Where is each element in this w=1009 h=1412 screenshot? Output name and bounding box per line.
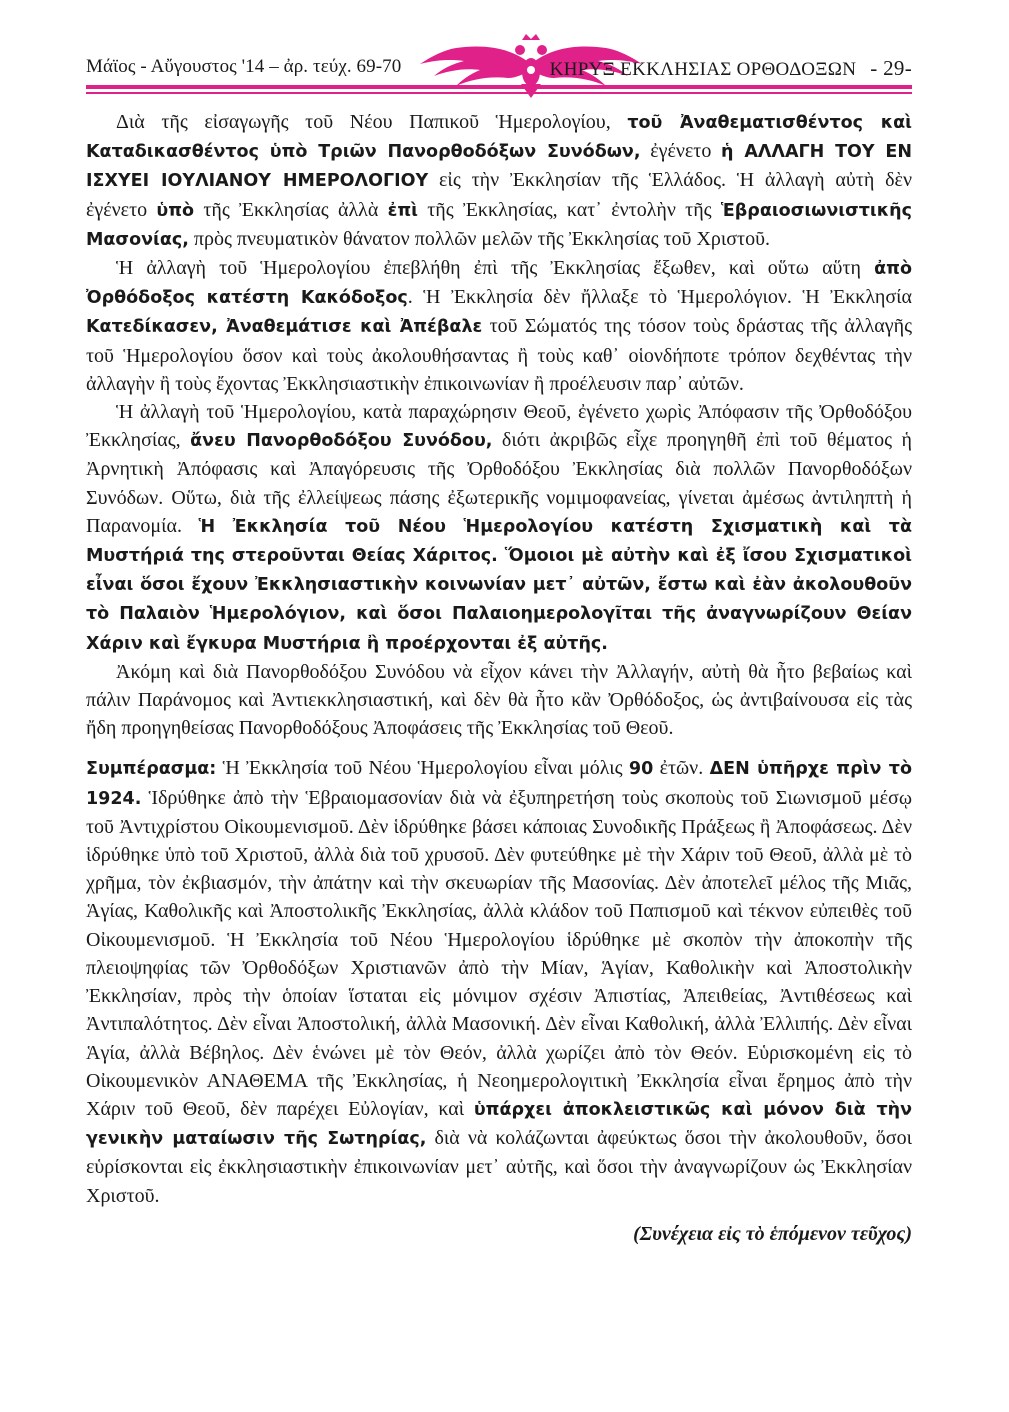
text-run: Ἱδρύθηκε ἀπὸ τὴν Ἑβραιομασονίαν διὰ νὰ ἐξυπηρετήση τοὺς σκοποὺς τοῦ Σιωνισμοῦ μέσῳ τοῦ Ἀντιχρίστου Οἰκουμενισμοῦ. Δὲν ἱδρύθηκε βάσει κάποιας Συνοδικῆς Πράξεως ἢ Ἀποφάσεως. Δὲν ἱδρύθηκε ὑπὸ τοῦ Χριστοῦ, ἀλλὰ διὰ τοῦ χρυσοῦ. Δὲν φυτεύθηκε μὲ τὴν Χάριν τοῦ Θεοῦ, ἀλλὰ μὲ τὸ χρῆμα, τὸν ἐκβιασμόν, τὴν ἀπάτην καὶ τὴν σκευωρίαν τῆς Μασονίας. Δὲν ἀποτελεῖ μέλος τῆς Μιᾶς, Ἁγίας, Καθολικῆς καὶ Ἀποστολικῆς Ἐκκλησίας, ἀλλὰ κλάδον τοῦ Παπισμοῦ καὶ τέκνον εὐπειθὲς τοῦ Οἰκουμενισμοῦ. Ἡ Ἐκκλησία τοῦ Νέου Ἡμερολογίου ἱδρύθηκε μὲ σκοπὸν τὴν ἀποκοπὴν τῆς πλειοψηφίας τῶν Ὀρθοδόξων Χριστιανῶν ἀπὸ τὴν Μίαν, Ἁγίαν, Καθολικὴν καὶ Ἀποστολικὴν Ἐκκλησίαν, πρὸς τὴν ὁποίαν ἵσταται εἰς μόνιμον σχέσιν Ἀπιστίας, Ἀπειθείας, Ἀντιθέσεως καὶ Ἀντιπαλότητος. Δὲν εἶναι Ἀποστολική, ἀλλὰ Μασονική. Δὲν εἶναι Καθολική, ἀλλὰ Ἐλλιπής. Δὲν εἶναι Ἁγία, ἀλλὰ Βέβηλος. Δὲν ἑνώνει μὲ τὸν Θεόν, ἀλλὰ χωρίζει ἀπὸ τὸν Θεόν. Εὑρισκομένη εἰς τὸ Οἰκουμενικὸν ΑΝΑΘΕΜΑ τῆς Ἐκκλησίας, ἡ Νεοημερολογιτικὴ Ἐκκλησία εἶναι ἔρημος ἀπὸ τὴν Χάριν τοῦ Θεοῦ, δὲν παρέχει Εὐλογίαν, καὶ [86, 786, 912, 1120]
text-run: ἐτῶν. [653, 757, 710, 780]
page-number: - 29- [870, 56, 912, 80]
bold-text-run: Κατεδίκασεν, Ἀναθεμάτισε καὶ Ἀπέβαλε [86, 317, 483, 338]
publication-title-block [550, 56, 912, 81]
paragraph [86, 658, 912, 743]
paragraph [86, 108, 912, 254]
bold-text-run: ΔΕΝ ὑπῆρχε πρὶν τὸ 1924. [86, 759, 912, 809]
text-run: Ἡ ἀλλαγὴ τοῦ Ἡμερολογίου, κατὰ παραχώρησιν Θεοῦ, ἐγένετο χωρὶς Ἀπόφασιν τῆς Ὀρθοδόξου Ἐκκλησίας, [86, 401, 912, 452]
text-run: εἰς τὴν Ἐκκλησίαν τῆς Ἑλλάδος. Ἡ ἀλλαγὴ αὐτὴ δὲν ἐγένετο [86, 169, 912, 221]
text-run: Ἀκόμη καὶ διὰ Πανορθοδόξου Συνόδου νὰ εἶχον κάνει τὴν Ἀλλαγήν, αὐτὴ θὰ ἦτο βεβαίως καὶ πάλιν Παράνομος καὶ Ἀντιεκκλησιαστική, καὶ δὲν θὰ ἦτο κἂν Ὀρθόδοξος, ὡς ἀντιβαίνουσα εἰς τὰς ἤδη προηγηθείσας Πανορθοδόξους Ἀποφάσεις τῆς Ἐκκλησίας τοῦ Θεοῦ. [86, 660, 912, 740]
text-run: ἐγένετο [640, 140, 722, 163]
article-body [86, 108, 912, 1248]
text-run: Διὰ τῆς εἰσαγωγῆς τοῦ Νέου Παπικοῦ Ἡμερολογίου, [116, 111, 628, 133]
bold-text-run: ἐπὶ [387, 200, 418, 221]
bold-text-run: ἀπὸ Ὀρθόδοξος κατέστη Κακόδοξος [86, 259, 912, 309]
text-run: διότι ἀκριβῶς εἶχε προηγηθῆ ἐπὶ τοῦ θέματος ἡ Ἀρνητικὴ Ἀπόφασις καὶ Ἀπαγόρευσις τῆς Ὀρθοδόξου Ἐκκλησίας διὰ πολλῶν Πανορθοδόξων Συνόδων. Οὕτω, διὰ τῆς ἐλλείψεως πάσης ἐξωτερικῆς νομιμοφανείας, γίνεται ἀμέσως ἀντιληπτὴ ἡ Παρανομία. [86, 429, 912, 537]
text-run: τῆς Ἐκκλησίας ἀλλὰ [194, 198, 388, 221]
bold-text-run: Ἡ Ἐκκλησία τοῦ Νέου Ἡμερολογίου κατέστη Σχισματικὴ καὶ τὰ Μυστήριά της στεροῦνται Θείας Χάριτος. Ὅμοιοι μὲ αὐτὴν καὶ ἐξ ἴσου Σχισματικοὶ εἶναι ὅσοι ἔχουν Ἐκκλησιαστικὴν κοινωνίαν μετ᾽ αὐτῶν, ἔστω καὶ ἐὰν ἀκολουθοῦν τὸ Παλαιὸν Ἡμερολόγιον, καὶ ὅσοι Παλαιοημερολογῖται τῆς ἀναγνωρίζουν Θείαν Χάριν καὶ ἔγκυρα Μυστήρια ἢ προέρχονται ἐξ αὐτῆς. [86, 516, 913, 654]
text-run: Ἡ Ἐκκλησία τοῦ Νέου Ἡμερολογίου εἶναι μόλις [216, 757, 629, 780]
text-run: τοῦ Σώματός της τόσον τοὺς δράστας τῆς ἀλλαγῆς τοῦ Ἡμερολογίου ὅσον καὶ τοὺς ἀκολουθήσαντας ἢ τοὺς καθ᾽ οἱονδήποτε τρόπον δεχθέντας τὴν ἀλλαγὴν ἢ τοὺς ἔχοντας Ἐκκλησιαστικὴν ἐπικοινωνίαν ἢ προέλευσιν παρ᾽ αὐτῶν. [86, 315, 913, 395]
text-run: διὰ νὰ κολάζωνται ἀφεύκτως ὅσοι τὴν ἀκολουθοῦν, ὅσοι εὑρίσκονται εἰς ἐκκλησιαστικὴν ἐπικοινωνίαν μετ᾽ αὐτῆς, καὶ ὅσοι τὴν ἀναγνωρίζουν ὡς Ἐκκλησίαν Χριστοῦ. [86, 1127, 912, 1207]
bold-text-run: τοῦ Ἀναθεματισθέντος καὶ Καταδικασθέντος ὑπὸ Τριῶν Πανορθοδόξων Συνόδων, [86, 113, 912, 163]
page-header [86, 40, 912, 100]
continuation-note: (Συνέχεια εἰς τὸ ἑπόμενον τεῦχος) [633, 1222, 912, 1245]
bold-text-run: ἡ ΑΛΛΑΓΗ ΤΟΥ ΕΝ ΙΣΧΥΕΙ ΙΟΥΛΙΑΝΟΥ ΗΜΕΡΟΛΟΓΙΟΥ [86, 142, 912, 192]
issue-label: Μάϊος - Αὔγουστος '14 – ἀρ. τεύχ. 69-70 [86, 56, 402, 77]
bold-text-run: ἄνευ Πανορθοδόξου Συνόδου, [190, 431, 493, 452]
bold-text-run: Συμπέρασμα: [86, 759, 217, 780]
conclusion-paragraph [86, 754, 912, 1209]
text-run: Ἡ ἀλλαγὴ τοῦ Ἡμερολογίου ἐπεβλήθη ἐπὶ τῆς Ἐκκλησίας ἔξωθεν, καὶ οὕτω αὕτη [116, 257, 875, 280]
header-rule-thin [86, 92, 912, 94]
paragraph [86, 398, 912, 658]
text-run: πρὸς πνευματικὸν θάνατον πολλῶν μελῶν τῆς Ἐκκλησίας τοῦ Χριστοῦ. [188, 227, 770, 250]
text-run: . Ἡ Ἐκκλησία δὲν ἤλλαξε τὸ Ἡμερολόγιον. Ἡ Ἐκκλησία [407, 286, 912, 309]
text-run: τῆς Ἐκκλησίας, κατ᾽ ἐντολὴν τῆς [418, 198, 721, 221]
bold-text-run: Ἑβραιοσιωνιστικῆς Μασονίας, [86, 200, 912, 250]
bold-text-run: ὑπάρχει ἀποκλειστικῶς καὶ μόνον διὰ τὴν γενικὴν ματαίωσιν τῆς Σωτηρίας, [86, 1099, 912, 1150]
paragraph [86, 254, 912, 398]
publication-title: ΚΗΡΥΞ ΕΚΚΛΗΣΙΑΣ ΟΡΘΟΔΟΞΩΝ [549, 59, 857, 80]
bold-text-run: ὑπὸ [156, 200, 195, 221]
bold-text-run: 90 [628, 759, 654, 780]
header-rule-thick [86, 85, 912, 89]
